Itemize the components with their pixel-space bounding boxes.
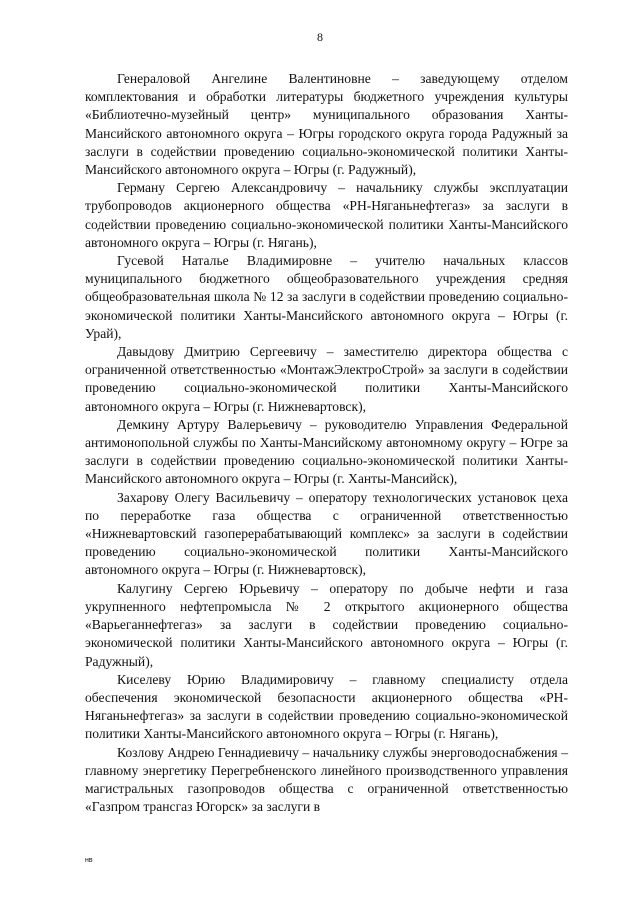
award-paragraph-kalugin: Калугину Сергею Юрьевичу – оператору по добыче нефти и газа укрупненного нефтепромысла № 2 открытого акционерного общества «Варьеганнефтегаз» за заслуги в содействии проведению социально-экономической политики Ханты-Мансийского автономного округа – Югры (г. Радужный), bbox=[85, 580, 568, 669]
award-paragraph-generalova: Генераловой Ангелине Валентиновне – заведующему отделом комплектования и обработки литературы бюджетного учреждения культуры «Библиотечно-музейный центр» муниципального образования Ханты-Мансийского автономного округа – Югры городского округа города Радужный за заслуги в содействии проведению социально-экономической политики Ханты-Мансийского автономного округа – Югры (г. Радужный), bbox=[85, 71, 568, 178]
award-paragraph-kiselev: Киселеву Юрию Владимировичу – главному специалисту отдела обеспечения экономической безопасности акционерного общества «РН-Няганьнефтегаз» за заслуги в содействии проведению социально-экономической политики Ханты-Мансийского автономного округа – Югры (г. Нягань), bbox=[85, 671, 568, 742]
page-number: 8 bbox=[317, 30, 323, 44]
award-paragraph-davydov: Давыдову Дмитрию Сергеевичу – заместителю директора общества с ограниченной ответственностью «МонтажЭлектроСтрой» за заслуги в содействии проведению социально-экономической политики Ханты-Мансийского автономного округа – Югры (г. Нижневартовск), bbox=[85, 344, 568, 414]
award-paragraph-kozlov: Козлову Андрею Геннадиевичу – начальнику службы энерговодоснабжения – главному энергетику Перегребненского линейного производственного управления магистральных газопроводов общества с ограниченной ответственностью «Газпром трансгаз Югорск» за заслуги в bbox=[85, 744, 568, 815]
document-body bbox=[85, 70, 568, 816]
award-paragraph-zakharov: Захарову Олегу Васильевичу – оператору технологических установок цеха по переработке газа общества с ограниченной ответственностью «Нижневартовский газоперерабатывающий комплекс» за заслуги в содействии проведению социально-экономической политики Ханты-Мансийского автономного округа – Югры (г. Нижневартовск), bbox=[85, 489, 568, 578]
award-paragraph-demkin: Демкину Артуру Валерьевичу – руководителю Управления Федеральной антимонопольной службы по Ханты-Мансийскому автономному округу – Югре за заслуги в содействии проведению социально-экономической политики Ханты-Мансийского автономного округа – Югры (г. Ханты-Мансийск), bbox=[85, 416, 568, 487]
award-paragraph-german: Герману Сергею Александровичу – начальнику службы эксплуатации трубопроводов акционерного общества «РН-Няганьнефтегаз» за заслуги в содействии проведению социально-экономической политики Ханты-Мансийского автономного округа – Югры (г. Нягань), bbox=[85, 180, 568, 250]
award-paragraph-guseva: Гусевой Наталье Владимировне – учителю начальных классов муниципального бюджетного общеобразовательного учреждения средняя общеобразовательная школа № 12 за заслуги в содействии проведению социально-экономической политики Ханты-Мансийского автономного округа – Югры (г. Урай), bbox=[85, 253, 568, 341]
footer-mark: нв bbox=[85, 857, 93, 864]
